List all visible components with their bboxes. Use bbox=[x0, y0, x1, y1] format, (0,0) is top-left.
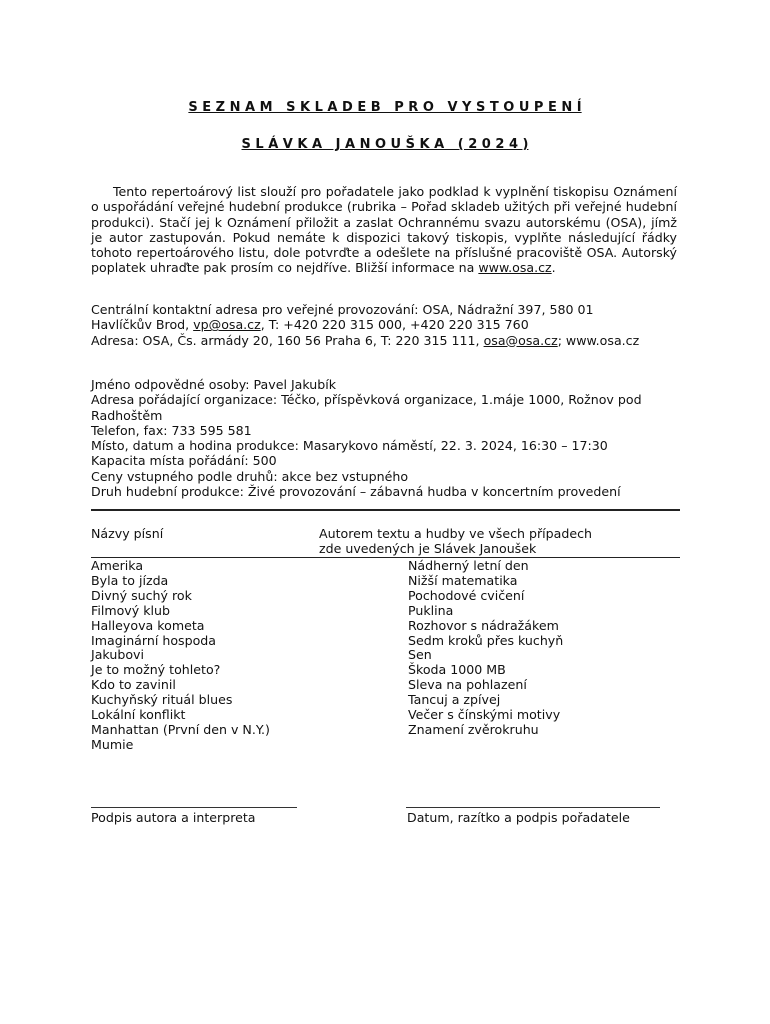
song-title: Sen bbox=[408, 647, 432, 663]
contact-line-2 bbox=[91, 317, 691, 332]
song-title: Byla to jízda bbox=[91, 572, 169, 588]
songs-list-left bbox=[91, 559, 270, 753]
table-header-rule bbox=[91, 557, 680, 558]
contact-line-1: Centrální kontaktní adresa pro veřejné provozování: OSA, Nádražní 397, 580 01 bbox=[91, 302, 594, 317]
song-title: Znamení zvěrokruhu bbox=[408, 721, 539, 737]
song-title: Sleva na pohlazení bbox=[408, 677, 527, 693]
song-title: Imaginární hospoda bbox=[91, 632, 216, 648]
venue-capacity: Kapacita místa pořádání: 500 bbox=[91, 453, 277, 469]
song-title: Tancuj a zpívej bbox=[408, 692, 501, 708]
table-top-rule bbox=[91, 509, 680, 511]
contact-line-3-web: ; www.osa.cz bbox=[557, 332, 640, 348]
author-signature-label: Podpis autora a interpreta bbox=[91, 810, 256, 825]
ticket-prices: Ceny vstupného podle druhů: akce bez vstupného bbox=[91, 468, 409, 484]
organizer-phone: Telefon, fax: 733 595 581 bbox=[91, 422, 252, 438]
song-title: Pochodové cvičení bbox=[408, 587, 525, 603]
responsible-person: Jméno odpovědné osoby: Pavel Jakubík bbox=[91, 377, 337, 392]
document-subtitle bbox=[0, 137, 770, 152]
song-title: Nižší matematika bbox=[408, 572, 518, 588]
song-title: Kdo to zavinil bbox=[91, 677, 176, 693]
title-line-2: S L Á V K A J A N O U Š K A ( 2 0 2 4 ) bbox=[241, 137, 529, 152]
organizer-address: Adresa pořádající organizace: Téčko, příspěvková organizace, 1.máje 1000, Rožnov pod Radhoštěm bbox=[91, 392, 642, 423]
organizer-block bbox=[91, 377, 681, 499]
production-place: Místo, datum a hodina produkce: Masarykovo náměstí, 22. 3. 2024, 16:30 – 17:30 bbox=[91, 438, 608, 454]
organizer-signature-line bbox=[406, 797, 660, 808]
contact-block bbox=[91, 302, 691, 348]
song-title: Mumie bbox=[91, 736, 134, 752]
author-header-line-1: Autorem textu a hudby ve všech případech bbox=[319, 526, 593, 541]
song-title: Manhattan (První den v N.Y.) bbox=[91, 721, 270, 737]
organizer-signature-label: Datum, razítko a podpis pořadatele bbox=[407, 810, 630, 825]
song-title: Škoda 1000 MB bbox=[408, 662, 506, 678]
contact-line-3 bbox=[91, 333, 691, 348]
intro-paragraph bbox=[91, 184, 677, 276]
author-signature-line bbox=[91, 797, 297, 808]
song-title: Divný suchý rok bbox=[91, 587, 192, 603]
contact-line-2-phones: , T: +420 220 315 000, +420 220 315 760 bbox=[260, 317, 529, 333]
intro-end: . bbox=[551, 260, 556, 276]
songs-column-header: Názvy písní bbox=[91, 526, 164, 541]
intro-text: Tento repertoárový list slouží pro pořadatele jako podklad k vyplnění tiskopisu Oznámení o uspořádání veřejné hudební produkce (rubrika – Pořad skladeb užitých při veřejné hudební produkci). Stačí jej k Oznámení přiložit a zaslat Ochrannému svazu autorskému (OSA), jímž je autor zastupován. Pokud nemáte k dispozici takový tiskopis, vyplňte následující řádky tohoto repertoárového listu, dole potvrďte a odešlete na příslušné pracoviště OSA. Autorský poplatek uhraďte pak prosím co nejdříve. Bližší informace na bbox=[91, 184, 677, 276]
author-header-line-2: zde uvedených je Slávek Janoušek bbox=[319, 541, 537, 557]
contact-line-2-prefix: Havlíčkův Brod, bbox=[91, 317, 194, 333]
song-title: Jakubovi bbox=[91, 647, 144, 663]
song-title: Je to možný tohleto? bbox=[91, 662, 221, 678]
song-title: Puklina bbox=[408, 602, 454, 618]
osa-email-link[interactable]: osa@osa.cz bbox=[483, 332, 558, 348]
song-title: Nádherný letní den bbox=[408, 558, 529, 573]
author-column-header bbox=[319, 526, 679, 557]
osa-website-link[interactable]: www.osa.cz bbox=[478, 260, 552, 276]
song-title: Halleyova kometa bbox=[91, 617, 205, 633]
songs-list-right bbox=[408, 559, 563, 738]
song-title: Rozhovor s nádražákem bbox=[408, 617, 559, 633]
song-title: Večer s čínskými motivy bbox=[408, 707, 561, 723]
contact-line-3-prefix: Adresa: OSA, Čs. armády 20, 160 56 Praha 6, T: 220 315 111, bbox=[91, 332, 484, 348]
vp-email-link[interactable]: vp@osa.cz bbox=[193, 317, 261, 333]
song-title: Lokální konflikt bbox=[91, 707, 186, 723]
title-line-1: S E Z N A M S K L A D E B P R O V Y S T O U P E N Í bbox=[188, 100, 582, 115]
song-title: Kuchyňský rituál blues bbox=[91, 692, 233, 708]
song-title: Filmový klub bbox=[91, 602, 170, 618]
production-kind: Druh hudební produkce: Živé provozování – zábavná hudba v koncertním provedení bbox=[91, 484, 621, 500]
song-title: Amerika bbox=[91, 558, 144, 573]
document-title bbox=[0, 100, 770, 115]
song-title: Sedm kroků přes kuchyň bbox=[408, 632, 564, 648]
